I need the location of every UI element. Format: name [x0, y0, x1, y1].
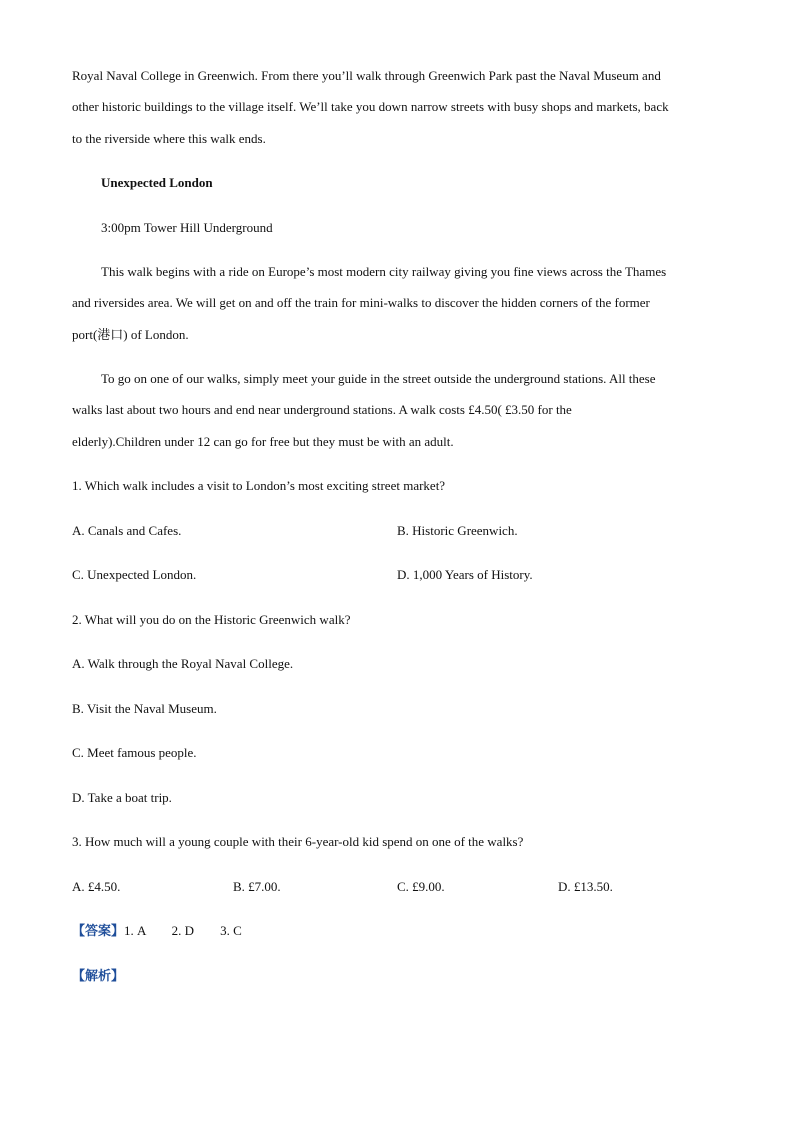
passage-line: Royal Naval College in Greenwich. From there you’ll walk through Greenwich Park past the Naval Museum and: [72, 68, 661, 83]
passage-line: other historic buildings to the village itself. We’ll take you down narrow streets with busy shops and markets, back: [72, 99, 669, 114]
answer-label: 【答案】: [72, 923, 125, 938]
passage-line: To go on one of our walks, simply meet your guide in the street outside the underground stations. All these: [101, 371, 656, 386]
answer-text: 1. A 2. D 3. C: [124, 923, 242, 938]
passage-line: to the riverside where this walk ends.: [72, 131, 266, 146]
question-option: D. £13.50.: [558, 879, 613, 894]
analysis-label: 【解析】: [72, 968, 125, 983]
passage-line: walks last about two hours and end near underground stations. A walk costs £4.50( £3.50 for the: [72, 402, 572, 417]
question-stem: 1. Which walk includes a visit to London’s most exciting street market?: [72, 478, 446, 493]
section-title: Unexpected London: [101, 175, 213, 190]
passage-line: This walk begins with a ride on Europe’s most modern city railway giving you fine views across the Thames: [101, 264, 667, 279]
question-option: C. £9.00.: [397, 879, 445, 894]
question-stem: 2. What will you do on the Historic Greenwich walk?: [72, 612, 351, 627]
question-stem: 3. How much will a young couple with their 6-year-old kid spend on one of the walks?: [72, 834, 524, 849]
question-option: A. £4.50.: [72, 879, 121, 894]
question-option: B. Historic Greenwich.: [397, 523, 518, 538]
question-option: C. Meet famous people.: [72, 745, 197, 760]
passage-line: port(港口) of London.: [72, 327, 189, 342]
question-option: D. Take a boat trip.: [72, 790, 172, 805]
question-option: A. Canals and Cafes.: [72, 523, 182, 538]
question-option: B. Visit the Naval Museum.: [72, 701, 217, 716]
question-option: C. Unexpected London.: [72, 567, 197, 582]
section-time: 3:00pm Tower Hill Underground: [101, 220, 273, 235]
passage-line: elderly).Children under 12 can go for free but they must be with an adult.: [72, 434, 454, 449]
answer-line: [72, 922, 242, 940]
question-option: B. £7.00.: [233, 879, 281, 894]
analysis-line: [72, 967, 124, 985]
question-option: D. 1,000 Years of History.: [397, 567, 533, 582]
passage-line: and riversides area. We will get on and off the train for mini-walks to discover the hidden corners of the former: [72, 295, 650, 310]
question-option: A. Walk through the Royal Naval College.: [72, 656, 294, 671]
